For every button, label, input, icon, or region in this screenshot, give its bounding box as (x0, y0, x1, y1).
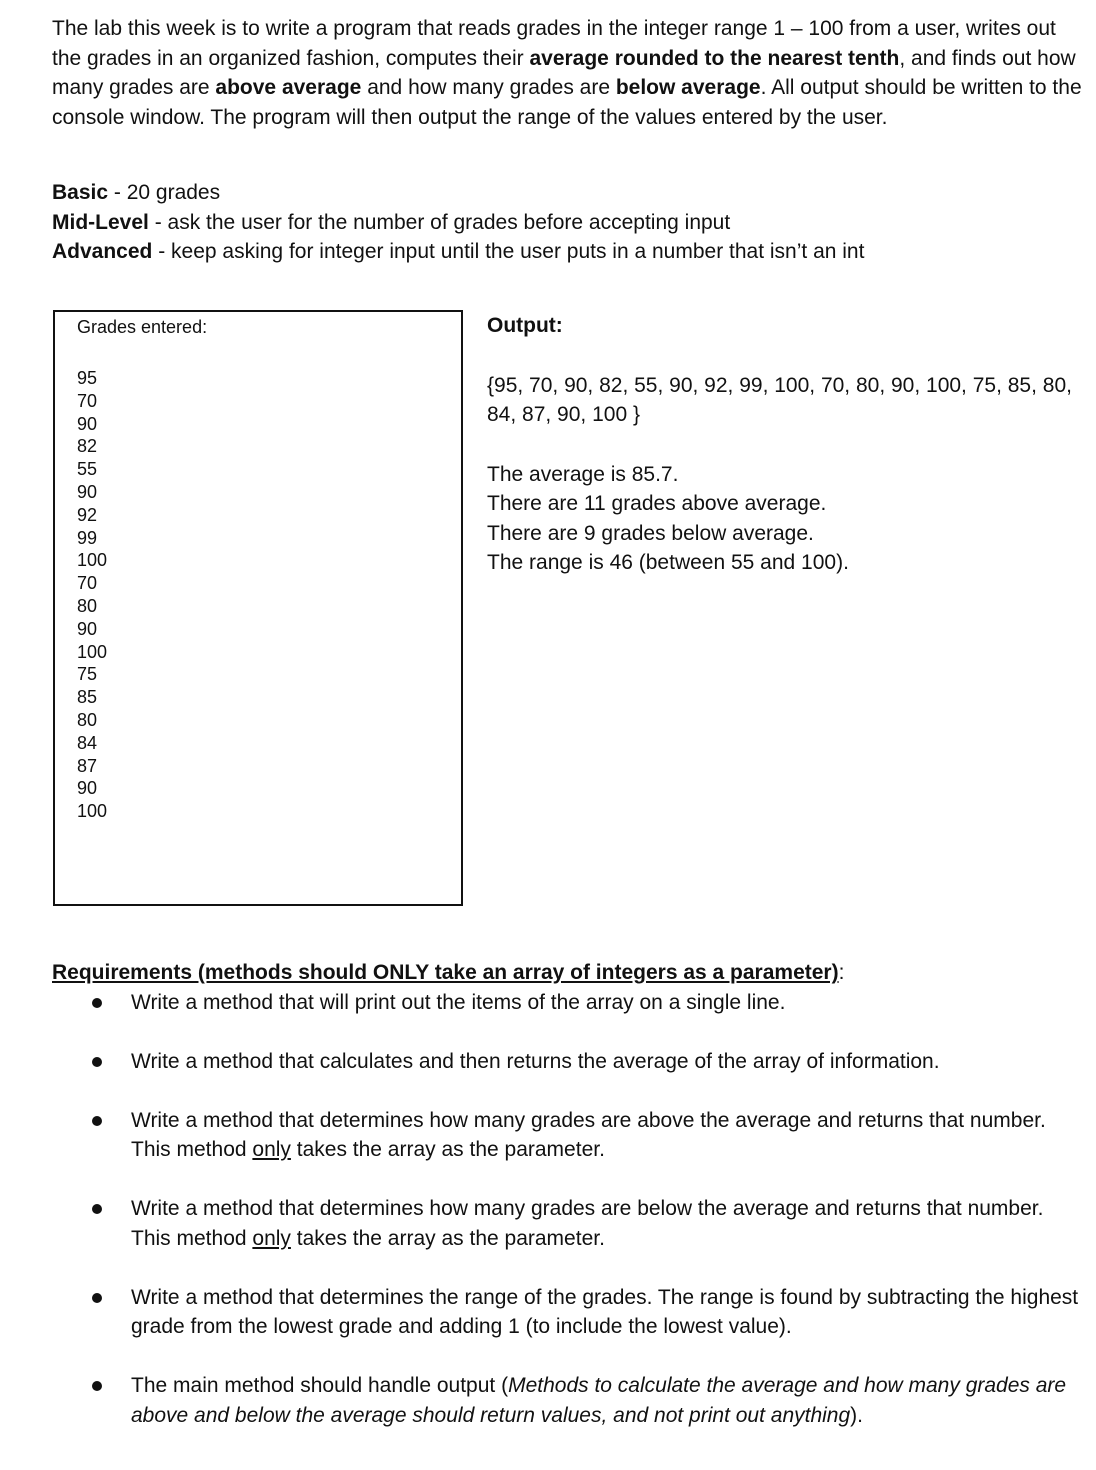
requirement-text: takes the array as the parameter. (290, 1138, 605, 1161)
output-array-line: {95, 70, 90, 82, 55, 90, 92, 99, 100, 70, 80, 90, 100, 75, 85, 80, 84, 87, 90, 100 } (487, 373, 1072, 426)
requirement-text: The main method should handle output ( (131, 1374, 509, 1397)
grade-item: 99 (77, 527, 98, 548)
difficulty-levels (52, 178, 1082, 267)
grade-item: 82 (77, 436, 98, 457)
grade-item: 70 (77, 573, 98, 594)
bullet-icon (92, 1116, 102, 1126)
requirement-text: ). (850, 1403, 863, 1427)
grade-item: 100 (77, 641, 108, 662)
level-advanced (52, 237, 1082, 267)
intro-text-1: The lab this week is to write a program that reads grades in the integer range 1 – 100 from a user, writes out the grades in an organized fashion, computes their (52, 17, 1056, 70)
document-body (52, 14, 1082, 267)
level-name: Basic (52, 181, 109, 204)
level-name: Advanced (52, 240, 153, 263)
requirement-text: takes the array as the parameter. (290, 1226, 605, 1250)
requirement-item (52, 988, 1082, 1018)
grade-item: 95 (77, 368, 98, 388)
requirements-list (52, 988, 1082, 1431)
level-name: Mid-Level (52, 210, 149, 234)
bullet-icon (92, 1381, 102, 1391)
grade-item: 84 (77, 732, 98, 753)
intro-bold-below: below average (615, 76, 761, 99)
level-desc: - keep asking for integer input until the user puts in a number that isn’t an int (152, 240, 865, 263)
requirement-underline: only (252, 1226, 291, 1250)
output-range: The range is 46 (between 55 and 100). (487, 551, 849, 574)
requirement-text: Write a method that determines how many grades are below the average and returns that number. This method (131, 1197, 1044, 1250)
output-title: Output: (487, 314, 563, 337)
requirements-section (52, 958, 1082, 1460)
intro-text-2: , and finds out how many grades are (52, 46, 1076, 99)
intro-bold-average: average rounded to the nearest tenth (529, 46, 900, 70)
grade-item: 90 (77, 618, 98, 639)
requirement-item (52, 1047, 1082, 1077)
grade-item: 85 (77, 687, 98, 708)
bullet-icon (92, 998, 102, 1008)
requirement-text: Write a method that will print out the items of the array on a single line. (131, 990, 786, 1014)
grade-item: 75 (77, 664, 98, 685)
requirement-item (52, 1371, 1082, 1430)
requirements-colon: : (838, 961, 845, 984)
level-desc: - 20 grades (108, 181, 221, 204)
requirement-italic: Methods to calculate the average and how many grades are above and below the average should return values, and not print out anything (131, 1374, 1067, 1427)
intro-text-3: and how many grades are (361, 76, 616, 99)
grades-box-title: Grades entered: (77, 317, 208, 337)
requirement-item (52, 1283, 1082, 1342)
requirements-heading: Requirements (methods should ONLY take an array of integers as a parameter) (52, 961, 839, 984)
output-below: There are 9 grades below average. (487, 521, 814, 545)
requirements-heading-line (52, 958, 1082, 988)
requirement-item (52, 1194, 1082, 1253)
intro-text-4: . All output should be written to the console window. The program will then output the range of the values entered by the user. (52, 76, 1082, 129)
grade-item: 100 (77, 550, 108, 571)
grade-item: 92 (77, 504, 98, 525)
output-average: The average is 85.7. (487, 462, 679, 486)
level-desc: - ask the user for the number of grades before accepting input (148, 210, 731, 234)
grade-item: 70 (77, 390, 98, 411)
requirement-text: Write a method that determines the range of the grades. The range is found by subtracting the highest grade from the lowest grade and adding 1 (to include the lowest value). (131, 1285, 1079, 1338)
level-basic (52, 178, 1082, 208)
output-panel (487, 311, 1082, 578)
grade-item: 87 (77, 755, 98, 776)
grade-item: 90 (77, 778, 98, 799)
grade-item: 80 (77, 709, 98, 730)
intro-paragraph (52, 14, 1082, 132)
output-above: There are 11 grades above average. (487, 492, 827, 515)
intro-bold-above: above average (215, 76, 362, 99)
output-stats (487, 460, 1082, 578)
grades-entered-box (53, 310, 463, 906)
bullet-icon (92, 1293, 102, 1303)
grade-item: 55 (77, 459, 98, 480)
bullet-icon (92, 1057, 102, 1067)
level-mid (52, 208, 1082, 238)
requirement-text: Write a method that calculates and then returns the average of the array of information. (131, 1049, 940, 1073)
grades-list (77, 367, 107, 823)
requirement-text: Write a method that determines how many grades are above the average and returns that number. This method (131, 1108, 1046, 1161)
grade-item: 90 (77, 413, 98, 434)
grade-item: 90 (77, 481, 98, 502)
grade-item: 80 (77, 595, 98, 616)
requirement-item (52, 1106, 1082, 1165)
grade-item: 100 (77, 801, 108, 822)
requirement-underline: only (252, 1138, 291, 1161)
bullet-icon (92, 1204, 102, 1214)
